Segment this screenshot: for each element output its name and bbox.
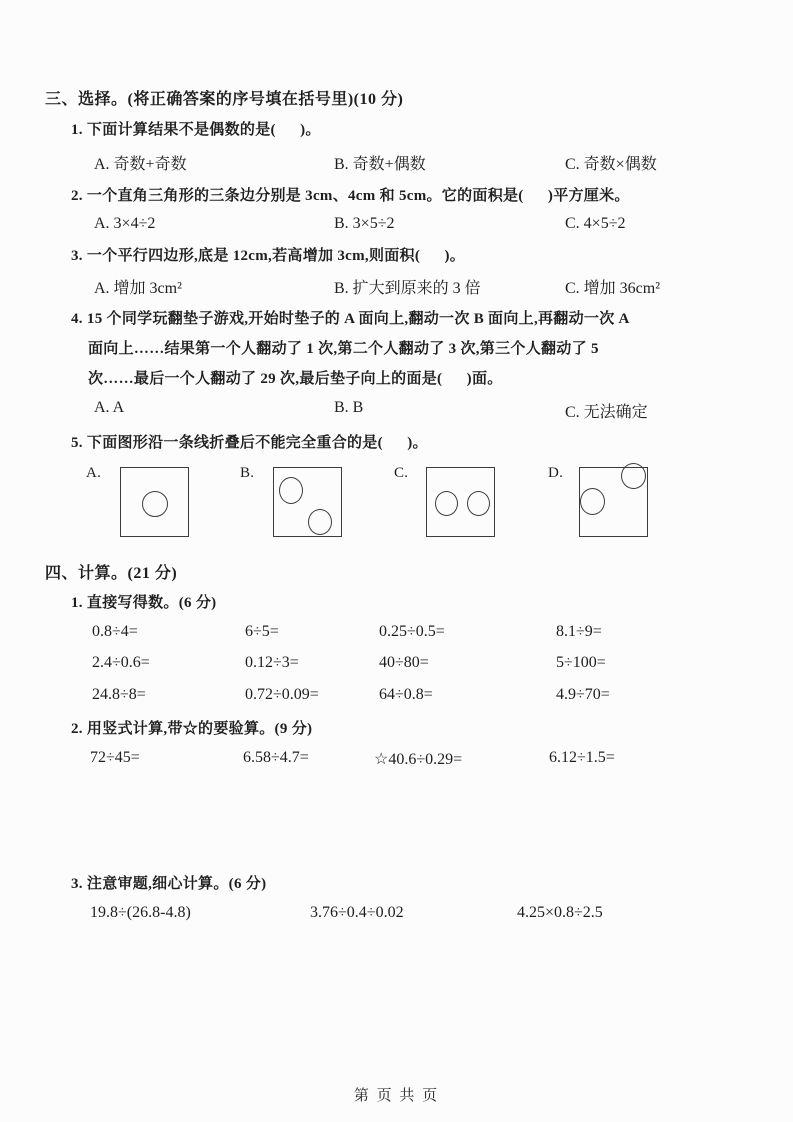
equation: 40÷80= (379, 654, 429, 671)
equation: 5÷100= (556, 654, 606, 671)
part1-row3 (0, 686, 793, 706)
q4-text-line2: 面向上……结果第一个人翻动了 1 次,第二个人翻动了 3 次,第三个人翻动了 5 (88, 341, 599, 357)
circle-icon (621, 463, 646, 489)
part3-row (0, 904, 793, 924)
figure-square-b (273, 467, 342, 537)
q3-option-c: C. 增加 36cm² (565, 280, 661, 297)
q4-option-a: A. A (94, 399, 125, 416)
q3-options-row (0, 275, 793, 295)
figure-square-c (426, 467, 495, 537)
circle-icon (308, 509, 332, 535)
q1-options-row (0, 151, 793, 171)
q3-option-b: B. 扩大到原来的 3 倍 (334, 280, 481, 297)
part3-title: 3. 注意审题,细心计算。(6 分) (71, 876, 267, 892)
figure-label-c: C. (394, 465, 409, 481)
q2-options-row (0, 215, 793, 235)
equation: 4.9÷70= (556, 686, 610, 703)
equation: 24.8÷8= (92, 686, 146, 703)
section3-title: 三、选择。(将正确答案的序号填在括号里)(10 分) (45, 91, 404, 108)
equation: 6÷5= (245, 623, 279, 640)
equation: 0.8÷4= (92, 623, 138, 640)
circle-icon (467, 491, 490, 516)
equation: 6.58÷4.7= (243, 749, 309, 766)
equation: 4.25×0.8÷2.5 (517, 904, 603, 921)
q2-option-a: A. 3×4÷2 (94, 215, 156, 232)
equation: 0.72÷0.09= (245, 686, 319, 703)
section4-title: 四、计算。(21 分) (45, 565, 178, 582)
q1-option-a: A. 奇数+奇数 (94, 156, 187, 173)
page-footer: 第 页 共 页 (353, 1088, 440, 1104)
q3-text: 3. 一个平行四边形,底是 12cm,若高增加 3cm,则面积( )。 (71, 248, 466, 264)
q1-text: 1. 下面计算结果不是偶数的是( )。 (71, 122, 321, 138)
circle-icon (435, 491, 458, 516)
q2-option-c: C. 4×5÷2 (565, 215, 626, 232)
equation: 72÷45= (90, 749, 140, 766)
circle-icon (279, 477, 303, 504)
figure-label-d: D. (548, 465, 564, 481)
part1-row1 (0, 623, 793, 643)
q4-options-row (0, 399, 793, 419)
q5-text: 5. 下面图形沿一条线折叠后不能完全重合的是( )。 (71, 435, 428, 451)
equation: ☆40.6÷0.29= (374, 751, 463, 768)
part1-row2 (0, 654, 793, 674)
q4-text-line1: 4. 15 个同学玩翻垫子游戏,开始时垫子的 A 面向上,翻动一次 B 面向上,再翻动一次 A (71, 311, 630, 327)
equation: 64÷0.8= (379, 686, 433, 703)
equation: 3.76÷0.4÷0.02 (310, 904, 404, 921)
q4-text-line3: 次……最后一个人翻动了 29 次,最后垫子向上的面是( )面。 (88, 371, 503, 387)
equation: 8.1÷9= (556, 623, 602, 640)
q4-option-b: B. B (334, 399, 364, 416)
part2-title: 2. 用竖式计算,带☆的要验算。(9 分) (71, 721, 313, 737)
part1-title: 1. 直接写得数。(6 分) (71, 595, 217, 611)
equation: 19.8÷(26.8-4.8) (90, 904, 191, 921)
q1-option-b: B. 奇数+偶数 (334, 156, 426, 173)
q2-option-b: B. 3×5÷2 (334, 215, 395, 232)
q4-option-c: C. 无法确定 (565, 404, 648, 421)
figure-square-d (579, 467, 648, 537)
equation: 6.12÷1.5= (549, 749, 615, 766)
circle-icon (580, 488, 605, 515)
part2-row (0, 749, 793, 769)
figure-label-a: A. (86, 465, 102, 481)
figure-square-a (120, 467, 189, 537)
circle-icon (142, 491, 168, 517)
equation: 2.4÷0.6= (92, 654, 150, 671)
equation: 0.12÷3= (245, 654, 299, 671)
figure-label-b: B. (240, 465, 255, 481)
q1-option-c: C. 奇数×偶数 (565, 156, 657, 173)
equation: 0.25÷0.5= (379, 623, 445, 640)
q3-option-a: A. 增加 3cm² (94, 280, 182, 297)
q2-text: 2. 一个直角三角形的三条边分别是 3cm、4cm 和 5cm。它的面积是( )平方厘米。 (71, 188, 630, 204)
